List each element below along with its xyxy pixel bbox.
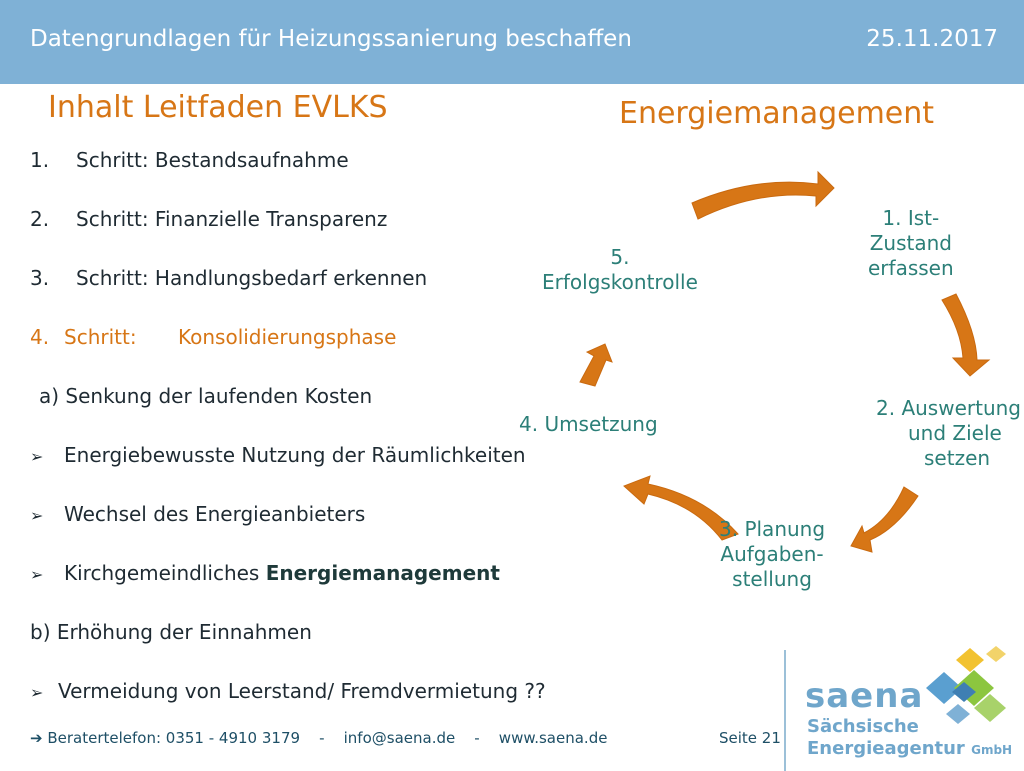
list-item-text: Konsolidierungsphase: [178, 325, 397, 349]
page-title: Inhalt Leitfaden EVLKS: [48, 90, 388, 125]
cycle-step-line: Erfolgskontrolle: [542, 270, 698, 294]
list-item-number: 2.: [30, 207, 50, 231]
cycle-step-line: 3. Planung: [719, 517, 826, 541]
header-date: 25.11.2017: [866, 26, 998, 52]
cycle-step-line: erfassen: [868, 256, 954, 280]
logo-divider: [784, 650, 786, 771]
cycle-step-line: 5.: [610, 245, 630, 269]
bullet-arrow-icon: ➢: [30, 565, 44, 584]
cycle-step-3: [719, 517, 825, 592]
logo-subtitle-text: Energieagentur: [807, 738, 965, 759]
cycle-arrow-icon: [692, 172, 834, 219]
bullet-arrow-icon: ➢: [30, 447, 44, 466]
cycle-step-line: setzen: [924, 446, 991, 470]
cycle-step-1: [868, 206, 954, 281]
bullet-text: Vermeidung von Leerstand/ Fremdvermietung ??: [58, 679, 546, 703]
bullet-arrow-icon: ➢: [30, 683, 44, 702]
cycle-step-5: [542, 245, 698, 295]
list-item-number: 3.: [30, 266, 50, 290]
header-title: Datengrundlagen für Heizungssanierung beschaffen: [30, 26, 632, 52]
cycle-step-2: [876, 396, 1024, 471]
cycle-step-line: und Ziele: [908, 421, 1002, 445]
footer-website[interactable]: www.saena.de: [498, 729, 608, 747]
list-item-number: 4.: [30, 325, 50, 349]
bullet-text: Wechsel des Energieanbieters: [64, 502, 366, 526]
cycle-step-4: [519, 412, 658, 437]
logo-wordmark: saena: [805, 676, 924, 716]
list-item-label: Schritt:: [64, 325, 137, 349]
cycle-arrow-icon: [580, 344, 612, 386]
logo-subtitle: Sächsische: [807, 716, 919, 737]
footer-email[interactable]: info@saena.de: [343, 729, 456, 747]
cycle-step-line: 4. Umsetzung: [519, 412, 658, 436]
cycle-arrow-icon: [851, 487, 918, 552]
cycle-step-line: 2. Auswertung: [876, 396, 1021, 420]
saena-logo-mark-icon: [910, 642, 1024, 732]
bullet-text: Kirchgemeindliches: [64, 561, 266, 585]
logo-subtitle: [807, 738, 1012, 759]
cycle-step-line: Zustand: [869, 231, 952, 255]
cycle-step-line: 1. Ist-: [882, 206, 940, 230]
bullet-text-bold: Energiemanagement: [265, 561, 500, 585]
bullet-text: Energiebewusste Nutzung der Räumlichkeiten: [64, 443, 526, 467]
footer-contact: [30, 729, 607, 747]
footer-separator: -: [319, 729, 325, 747]
footer-phone: Beratertelefon: 0351 - 4910 3179: [47, 729, 301, 747]
cycle-step-line: stellung: [732, 567, 812, 591]
logo-gmbh: GmbH: [971, 743, 1013, 757]
list-item-number: 1.: [30, 148, 50, 172]
arrow-right-icon: ➔: [30, 729, 43, 747]
sub-heading-a: a) Senkung der laufenden Kosten: [39, 384, 373, 408]
bullet-arrow-icon: ➢: [30, 506, 44, 525]
list-item-text: Schritt: Handlungsbedarf erkennen: [76, 266, 428, 290]
page-number: Seite 21: [719, 729, 781, 747]
footer-separator: -: [474, 729, 480, 747]
diagram-title: Energiemanagement: [619, 96, 935, 131]
sub-heading-b: b) Erhöhung der Einnahmen: [30, 620, 312, 644]
list-item-text: Schritt: Finanzielle Transparenz: [76, 207, 388, 231]
cycle-step-line: Aufgaben-: [720, 542, 824, 566]
list-item-text: Schritt: Bestandsaufnahme: [76, 148, 349, 172]
cycle-arrow-icon: [942, 294, 989, 376]
